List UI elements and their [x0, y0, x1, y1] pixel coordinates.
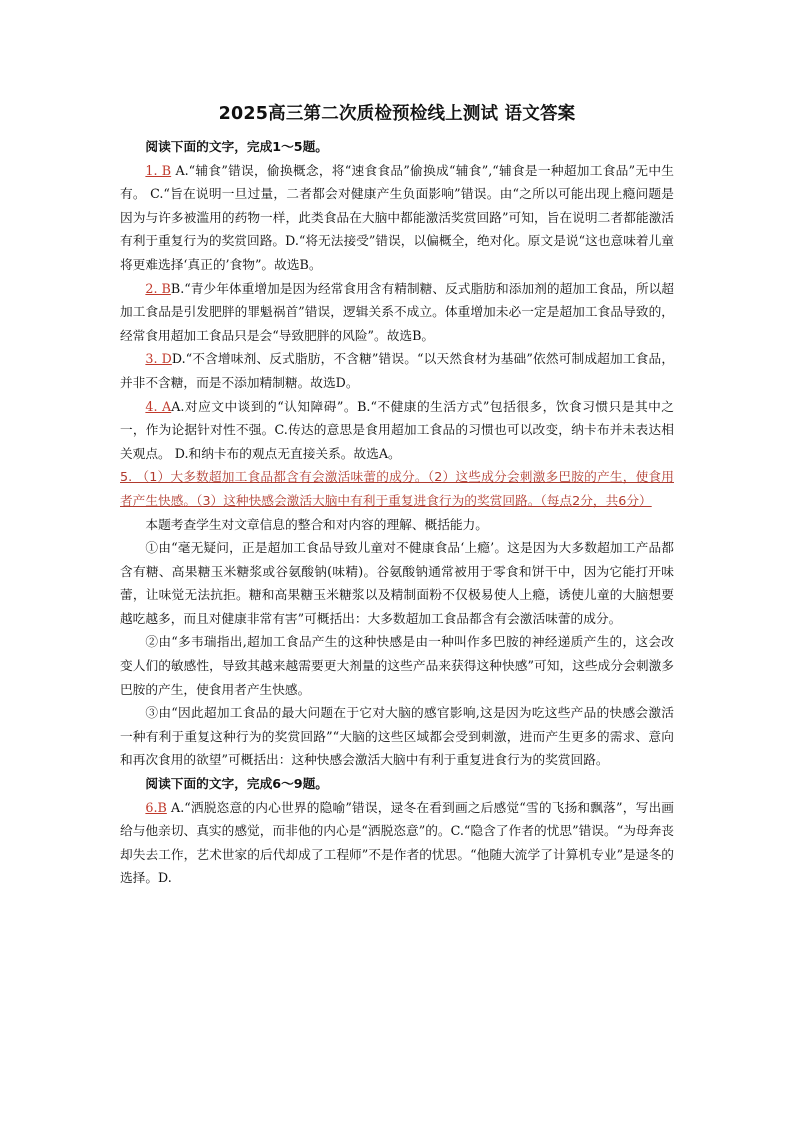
answer-number: 2. B — [145, 280, 171, 296]
explanation-paragraph: 本题考查学生对文章信息的整合和对内容的理解、概括能力。 — [145, 516, 488, 532]
answer-number: 4. A — [145, 398, 172, 414]
answer-item — [120, 395, 674, 466]
answer-item — [120, 796, 674, 890]
answer-sheet — [120, 100, 674, 890]
answer-text: A.“洒脱恣意的内心世界的隐喻”错误，逯冬在看到画之后感觉“雪的飞扬和飘落”，写出画给与他亲切、真实的感觉，而非他的内心是“洒脱恣意”的。C.“隐含了作者的忧思”错误。“为母奔丧却失去工作，艺术世家的后代却成了工程师”不是作者的忧思。“他随大流学了计算机专业”是逯冬的选择。D. — [120, 799, 674, 886]
answer-number: 1. B — [145, 162, 172, 178]
explanation-paragraph: ②由“多韦瑞指出,超加工食品产生的这种快感是由一种叫作多巴胺的神经递质产生的，这会改变人们的敏感性，导致其越来越需要更大剂量的这些产品来获得这种快感”可知，这些成分会刺激多巴胺的产生，使食用者产生快感。 — [120, 634, 674, 697]
answer-text: B.“青少年体重增加是因为经常食用含有精制糖、反式脂肪和添加剂的超加工食品，所以超加工食品是引发肥胖的罪魁祸首”错误，逻辑关系不成立。体重增加未必一定是超加工食品导致的，经常食用超加工食品只是会“导致肥胖的风险”。故选B。 — [120, 280, 674, 343]
answer-text: A.对应文中谈到的“认知障碍”。B.“不健康的生活方式”包括很多，饮食习惯只是其中之一，作为论据针对性不强。C.传达的意思是食用超加工食品的习惯也可以改变，纳卡布并未表达相关观点。 D.和纳卡布的观点无直接关系。故选A。 — [120, 398, 674, 461]
explanation-paragraph: ①由“毫无疑问，正是超加工食品导致儿童对不健康食品‘上瘾’。这是因为大多数超加工产品都含有糖、高果糖玉米糖浆或谷氨酸钠(味精)。谷氨酸钠通常被用于零食和饼干中，因为它能打开味蕾，让味觉无法抗拒。糖和高果糖玉米糖浆以及精制面粉不仅极易使人上瘾，诱使儿童的大脑想要越吃越多，而且对健康非常有害”可概括出：大多数超加工食品都含有会激活味蕾的成分。 — [120, 540, 674, 626]
answer-number: 6.B — [145, 799, 167, 815]
answer-number: 3. D — [145, 351, 172, 367]
explanation-paragraph: ③由“因此超加工食品的最大问题在于它对大脑的感官影响,这是因为吃这些产品的快感会激活一种有利于重复这种行为的奖赏回路”“大脑的这些区域都会受到刺激，进而产生更多的需求、意向和再次食用的欲望”可概括出：这种快感会激活大脑中有利于重复进食行为的奖赏回路。 — [120, 705, 674, 768]
answer-item-5 — [120, 465, 674, 512]
answer-text: 5. （1）大多数超加工食品都含有会激活味蕾的成分。（2）这些成分会刺激多巴胺的产生，使食用者产生快感。（3）这种快感会激活大脑中有利于重复进食行为的奖赏回路。（每点2分，共6分） — [120, 469, 674, 508]
section-heading: 阅读下面的文字，完成1～5题。 — [145, 139, 328, 154]
section-heading: 阅读下面的文字，完成6～9题。 — [145, 776, 328, 792]
answer-text: A.“辅食”错误，偷换概念，将“速食食品”偷换成“辅食”,“辅食是一种超加工食品”无中生有。 C.“旨在说明一旦过量，二者都会对健康产生负面影响”错误。由“之所以可能出现上瘾问题是因为与许多被滥用的药物一样，此类食品在大脑中都能激活奖赏回路”可知，旨在说明二者都能激活有利于重复行为的奖赏回路。D.“将无法接受”错误，以偏概全，绝对化。原文是说“这也意味着儿童将更难选择‘真正的’食物”。故选B。 — [120, 162, 674, 272]
answer-text: D.“不含增味剂、反式脂肪，不含糖”错误。“以天然食材为基础”依然可制成超加工食品，并非不含糖，而是不添加精制糖。故选D。 — [120, 351, 675, 390]
answer-item — [120, 159, 674, 277]
page-title: 2025高三第二次质检预检线上测试 语文答案 — [218, 104, 576, 124]
answer-item — [120, 277, 674, 348]
answer-item — [120, 347, 674, 394]
